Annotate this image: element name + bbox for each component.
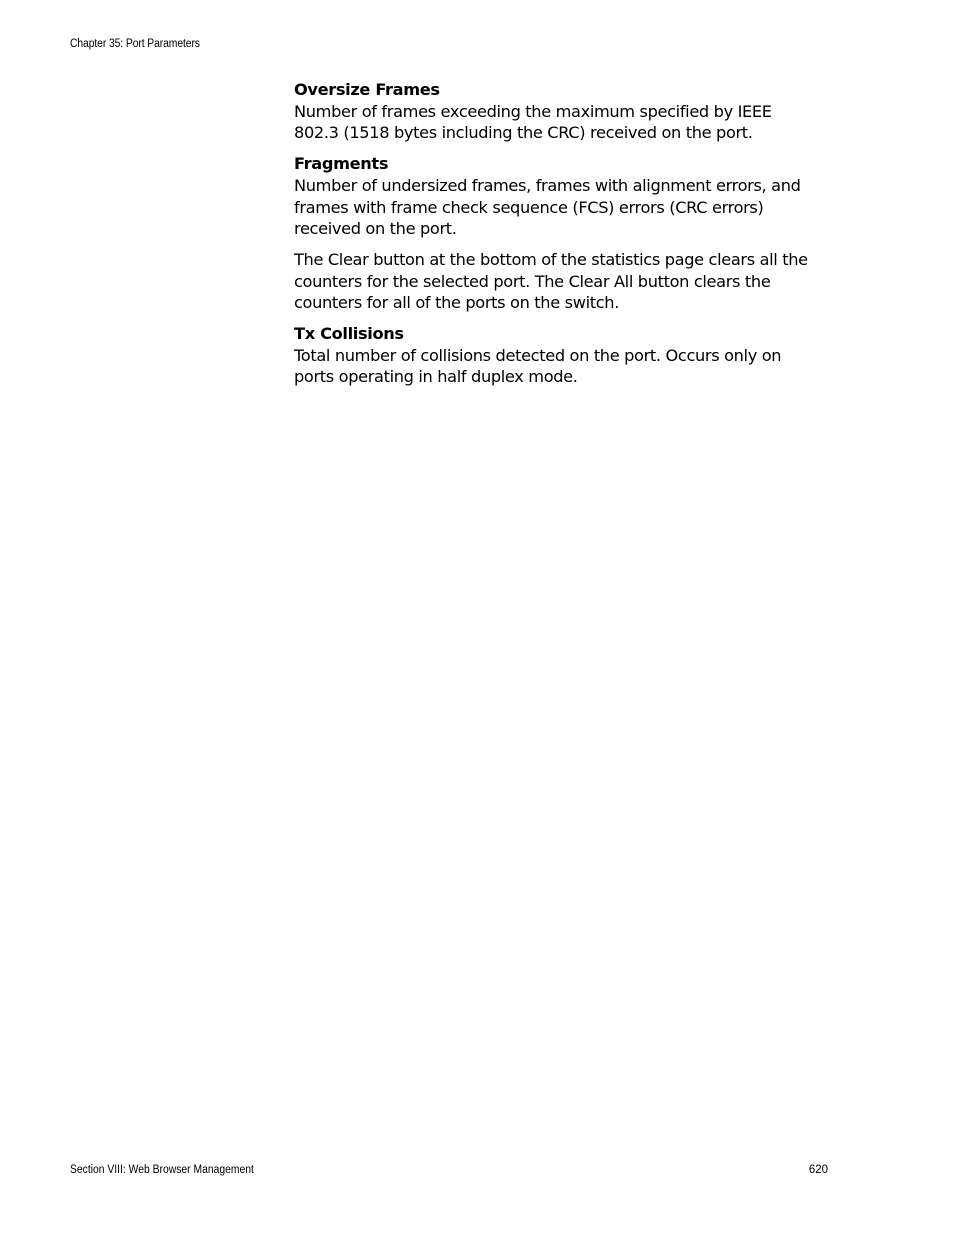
chapter-title: Chapter 35: Port Parameters [70,38,200,50]
definition-fragments [294,153,814,240]
running-footer [70,1164,828,1176]
page-body [294,79,814,397]
term-description: Number of undersized frames, frames with alignment errors, and frames with frame check sequence (FCS) errors (CRC errors) received on the port. [294,175,801,239]
term-heading: Fragments [294,154,389,174]
definition-tx-collisions [294,323,814,388]
term-description: Number of frames exceeding the maximum specified by IEEE 802.3 (1518 bytes including the CRC) received on the port. [294,101,772,143]
section-title: Section VIII: Web Browser Management [70,1164,254,1176]
clear-buttons-note: The Clear button at the bottom of the statistics page clears all the counters for the selected port. The Clear All button clears the counters for all of the ports on the switch. [294,249,808,313]
definition-oversize-frames [294,79,814,144]
term-description: Total number of collisions detected on the port. Occurs only on ports operating in half duplex mode. [294,345,782,387]
running-header [70,38,200,50]
page-number: 620 [808,1164,828,1176]
term-heading: Oversize Frames [294,80,440,99]
term-heading: Tx Collisions [294,324,404,344]
